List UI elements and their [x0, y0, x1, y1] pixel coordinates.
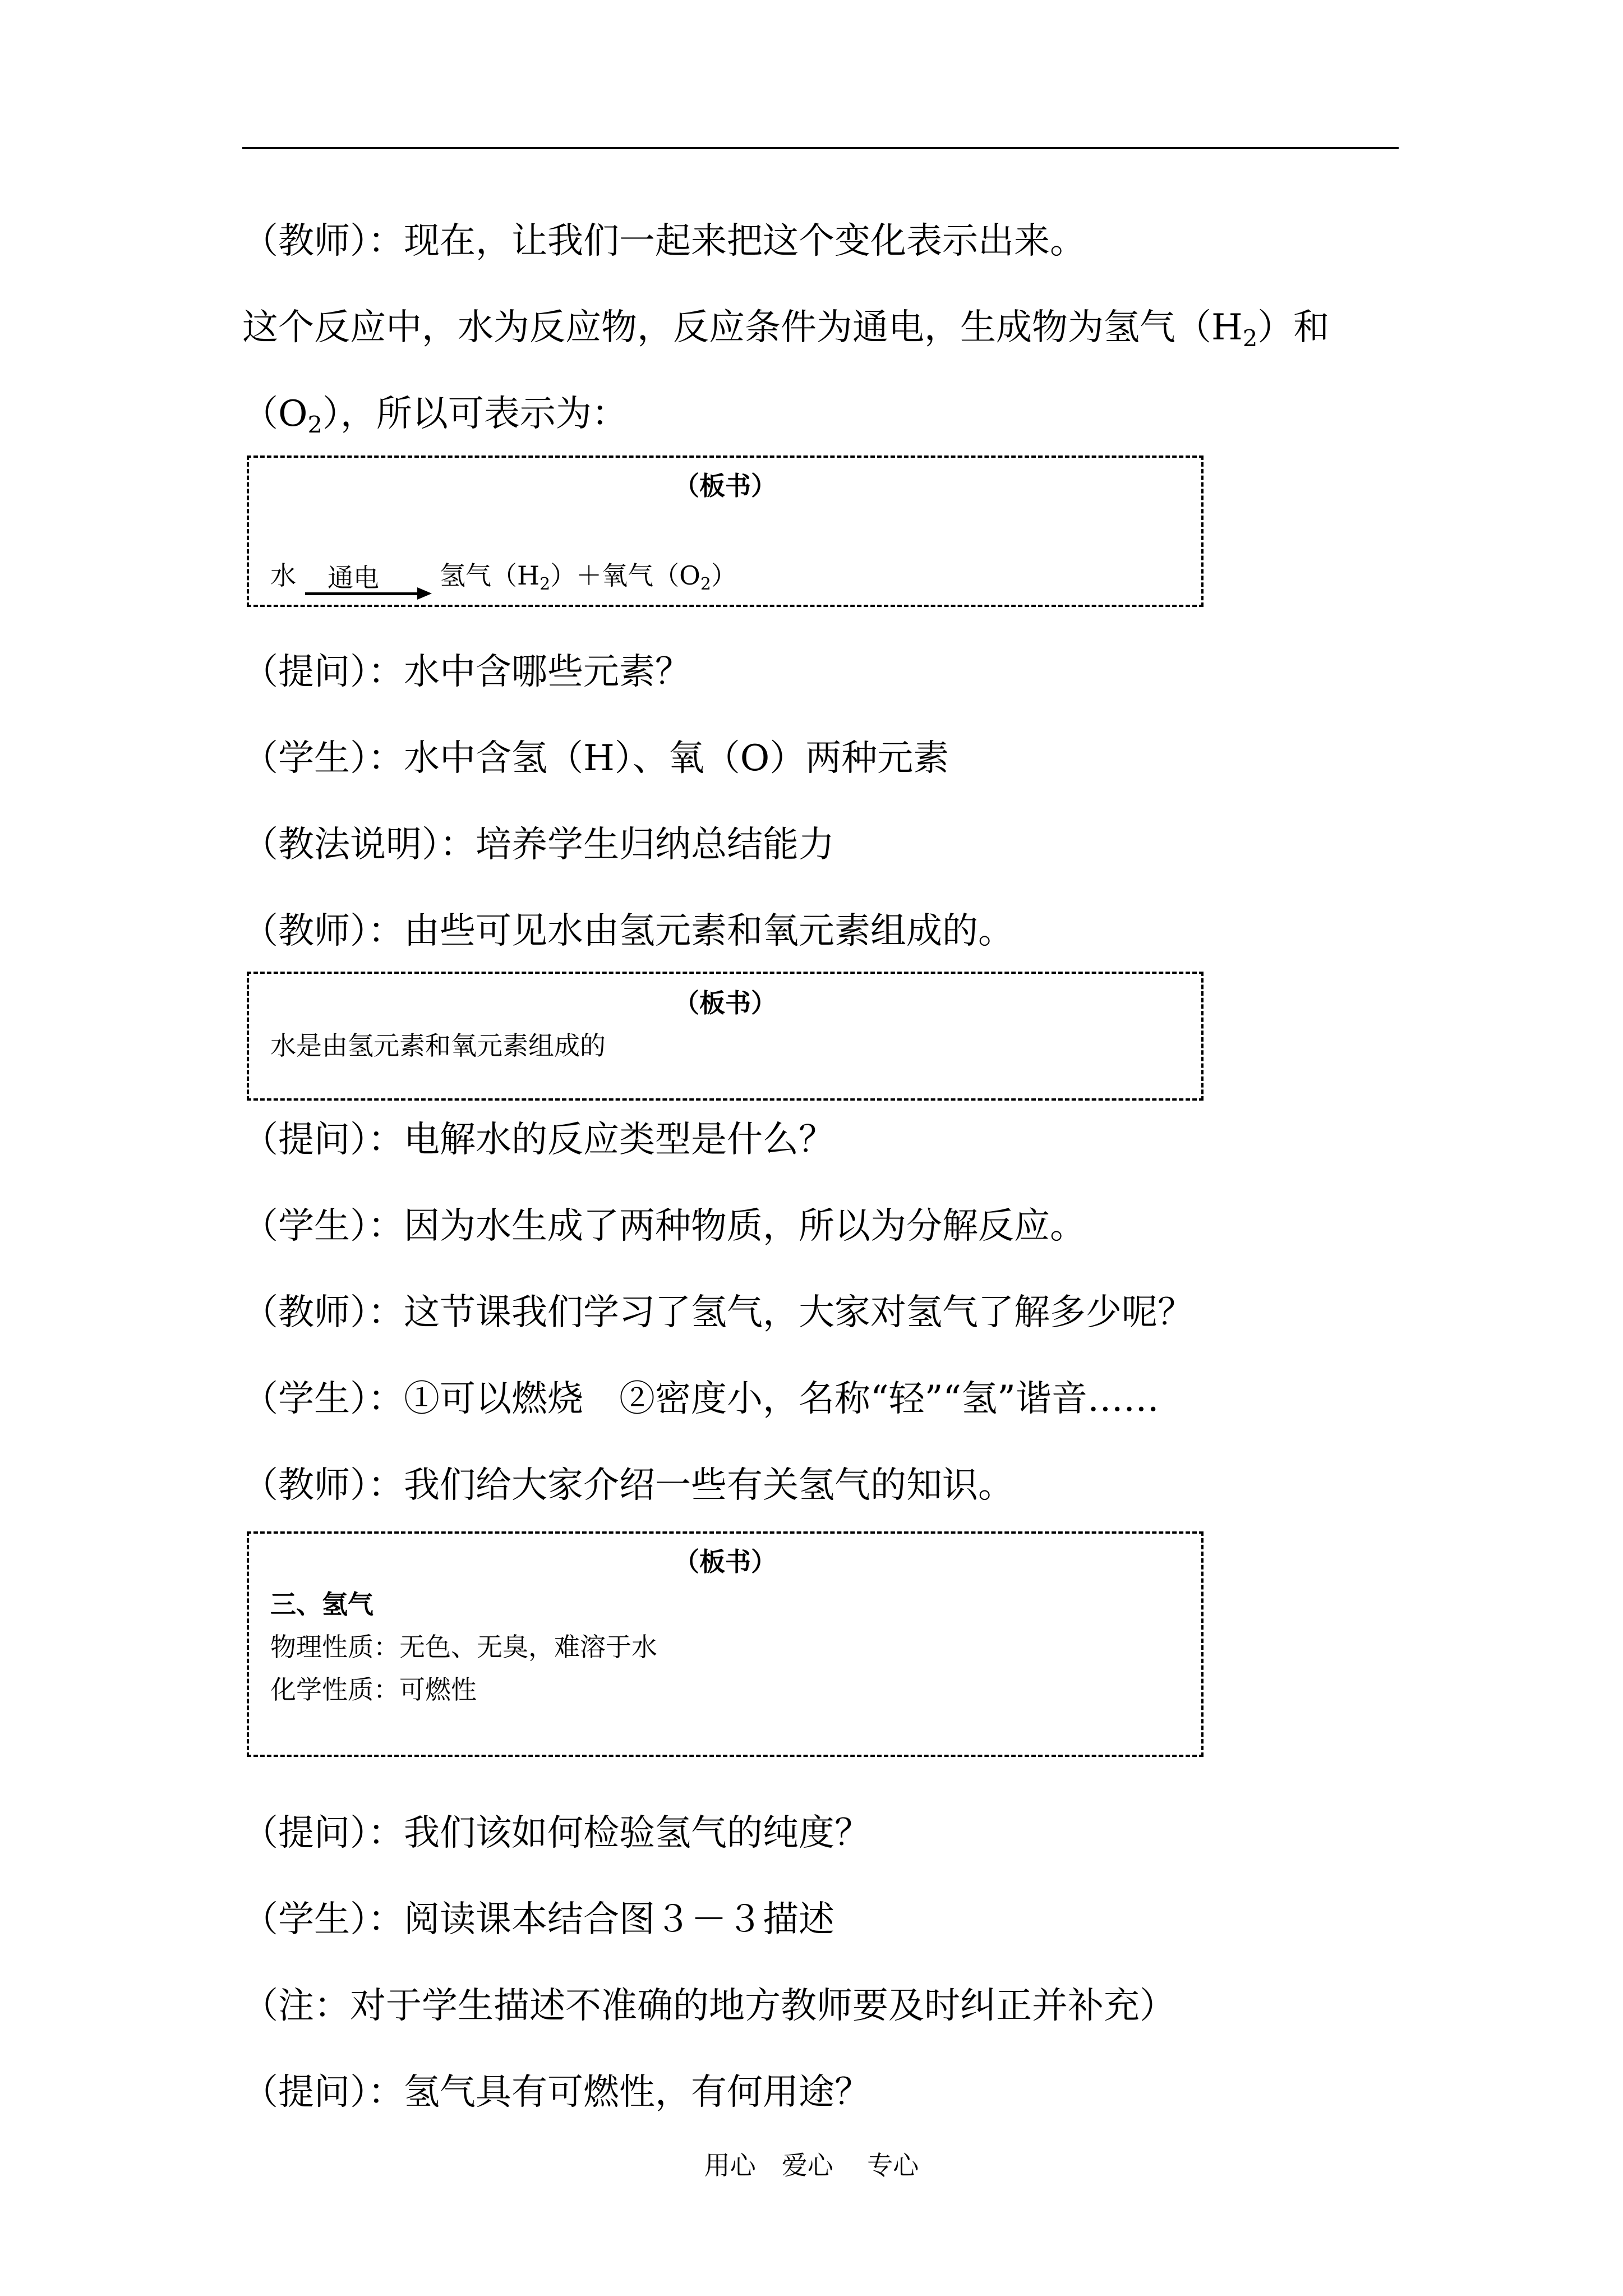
reactant-label: 水: [270, 560, 296, 591]
text-segment: ）和: [1257, 307, 1330, 348]
text-line: （教法说明）：培养学生归纳总结能力: [242, 824, 834, 866]
box-title: （板书）: [674, 471, 777, 501]
box-text-chemical: 化学性质：可燃性: [270, 1674, 477, 1705]
box-heading: 三、氢气: [270, 1589, 374, 1619]
condition-label: 通电: [328, 563, 379, 593]
text-segment: ），所以可表示为：: [322, 393, 628, 435]
subscript: 2: [540, 574, 551, 594]
blackboard-box-equation: [247, 455, 1204, 607]
text-line: （提问）：水中含哪些元素？: [242, 651, 691, 693]
text-line: （学生）：①可以燃烧 ②密度小，名称“轻”“氢”谐音……: [242, 1378, 1159, 1420]
blackboard-box-hydrogen: [247, 1531, 1204, 1757]
text-line: [242, 390, 628, 438]
text-line: （教师）：我们给大家介绍一些有关氢气的知识。: [242, 1465, 1014, 1506]
text-line: （教师）：这节课我们学习了氢气，大家对氢气了解多少呢？: [242, 1292, 1193, 1333]
page-footer: 用心 爱心 专心: [704, 2150, 919, 2180]
text-line: （提问）：我们该如何检验氢气的纯度？: [242, 1812, 870, 1854]
product-label: [440, 559, 737, 592]
header-rule: [242, 147, 1399, 149]
text-segment: （O: [242, 393, 308, 435]
text-segment: 这个反应中，水为反应物，反应条件为通电，生成物为氢气（H: [242, 307, 1243, 348]
text-line: [242, 304, 1329, 351]
text-segment: 氢气（H: [440, 560, 540, 591]
subscript: 2: [700, 574, 711, 594]
box-text: 水是由氢元素和氧元素组成的: [270, 1030, 606, 1061]
subscript: 2: [307, 411, 322, 439]
text-line: （学生）：因为水生成了两种物质，所以为分解反应。: [242, 1205, 1086, 1247]
reaction-arrow: [305, 592, 423, 595]
text-line: （学生）：水中含氢（H）、氧（O）两种元素: [242, 738, 949, 779]
text-segment: ）: [711, 560, 737, 591]
arrow-head-icon: [417, 587, 432, 600]
text-line: （提问）：电解水的反应类型是什么？: [242, 1119, 834, 1161]
box-text-physical: 物理性质：无色、无臭，难溶于水: [270, 1632, 657, 1662]
box-title: （板书）: [674, 988, 777, 1018]
text-line: （提问）：氢气具有可燃性，有何用途？: [242, 2072, 870, 2113]
text-line: （教师）：由些可见水由氢元素和氧元素组成的。: [242, 910, 1014, 952]
text-line: （教师）：现在，让我们一起来把这个变化表示出来。: [242, 220, 1086, 262]
text-line: （注：对于学生描述不准确的地方教师要及时纠正并补充）: [242, 1985, 1175, 2027]
text-segment: ）＋氧气（O: [550, 560, 700, 591]
blackboard-box-composition: [247, 972, 1204, 1101]
box-title: （板书）: [674, 1547, 777, 1577]
subscript: 2: [1242, 324, 1258, 352]
text-line: （学生）：阅读课本结合图３－３描述: [242, 1899, 834, 1940]
